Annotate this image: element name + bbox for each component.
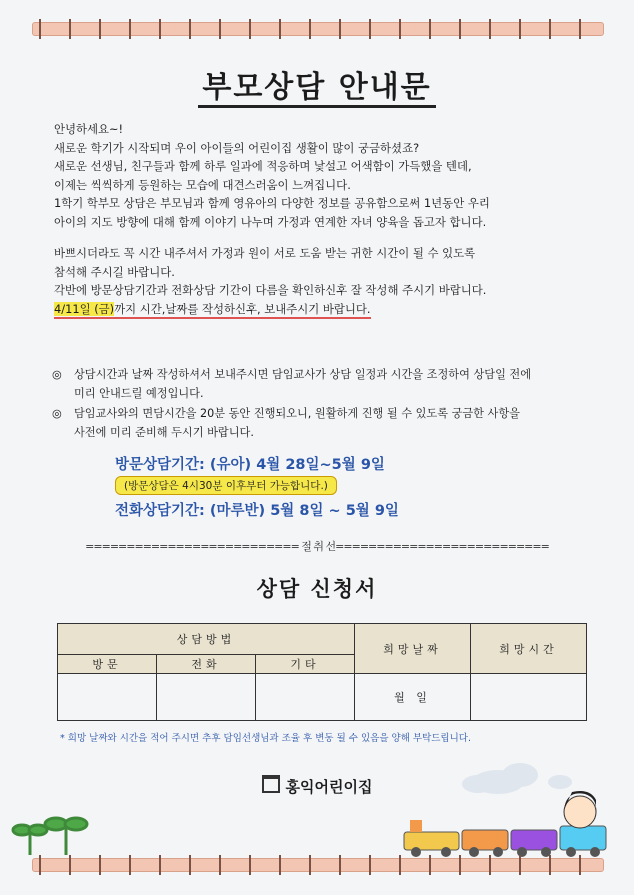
cut-line: ========================== 절 취 선==========================	[85, 540, 549, 553]
note-line: 미리 안내드릴 예정입니다.	[74, 386, 204, 400]
time-header: 희망시간	[471, 624, 587, 674]
request-line: 각반에 방문상담기간과 전화상담 기간이 다름을 확인하신후 잘 작성해 주시기 바랍니다.	[54, 283, 487, 297]
sprout-icon	[13, 818, 87, 855]
bottom-rail-border	[32, 858, 604, 872]
phone-period: 전화상담기간: (마루반) 5월 8일 ~ 5월 9일	[115, 503, 399, 519]
intro-line: 1학기 학부모 상담은 부모님과 함께 영유아의 다양한 정보를 공유함으로써 1년동안 우리	[54, 196, 490, 210]
visit-time-note: (방문상담은 4시30분 이후부터 가능합니다.)	[115, 476, 337, 495]
method-other-header: 기타	[256, 655, 355, 674]
double-circle-bullet-icon: ◎	[52, 368, 62, 381]
intro-line: 이제는 씩씩하게 등원하는 모습에 대견스러움이 느껴집니다.	[54, 177, 351, 192]
intro-section	[54, 120, 594, 318]
date-input-cell[interactable]: 월 일	[355, 674, 471, 721]
deadline-date: 4/11일 (금)	[54, 301, 115, 316]
request-line: 바쁘시더라도 꼭 시간 내주셔서 가정과 원이 서로 도움 받는 귀한 시간이 될 수 있도록	[54, 246, 476, 260]
train-icon	[404, 791, 606, 857]
organization-name: 홍익어린이집	[0, 775, 634, 797]
notes-section	[52, 366, 597, 444]
deadline-line	[54, 300, 594, 319]
phone-input-cell[interactable]	[157, 674, 256, 721]
visit-input-cell[interactable]	[58, 674, 157, 721]
application-form-table	[57, 623, 587, 721]
footnote: * 희망 날짜와 시간을 적어 주시면 추후 담임선생님과 조율 후 변동 될 수 있음을 양해 부탁드립니다.	[60, 733, 471, 744]
time-input-cell[interactable]	[471, 674, 587, 721]
visit-period: 방문상담기간: (유아) 4월 28일~5월 9일	[115, 457, 385, 473]
form-title: 상담 신청서	[256, 577, 378, 601]
intro-line: 안녕하세요~!	[54, 122, 124, 136]
note-item	[52, 405, 597, 442]
note-line: 상담시간과 날짜 작성하셔서 보내주시면 담임교사가 상담 일정과 시간을 조정하여 상담일 전에	[74, 368, 532, 381]
intro-line: 아이의 지도 방향에 대해 함께 이야기 나누며 가정과 연계한 자녀 양육을 돕고자 합니다.	[54, 214, 487, 229]
intro-line: 새로운 학기가 시작되며 우이 아이들의 어린이집 생활이 많이 궁금하셨죠?	[54, 140, 420, 155]
top-rail-border	[32, 22, 604, 36]
method-phone-header: 전화	[157, 655, 256, 674]
date-header: 희망날짜	[355, 624, 471, 674]
page-title: 부모상담 안내문	[0, 62, 634, 106]
request-line: 참석해 주시길 바랍니다.	[54, 264, 175, 279]
intro-line: 새로운 선생님, 친구들과 함께 하루 일과에 적응하며 낯설고 어색함이 가득했을 텐데,	[54, 159, 472, 173]
method-header: 상담방법	[58, 624, 355, 655]
note-item	[52, 366, 597, 403]
note-line: 사전에 미리 준비해 두시기 바랍니다.	[74, 425, 254, 439]
decoration-illustration	[0, 760, 634, 860]
double-circle-bullet-icon: ◎	[52, 407, 62, 420]
method-visit-header: 방문	[58, 655, 157, 674]
other-input-cell[interactable]	[256, 674, 355, 721]
cloud-icon	[462, 763, 572, 794]
note-line: 담임교사와의 면담시간을 20분 동안 진행되오니, 원활하게 진행 될 수 있도록 궁금한 사항을	[74, 407, 520, 420]
deadline-text: 까지 시간,날짜를 작성하신후, 보내주시기 바랍니다.	[114, 301, 371, 316]
